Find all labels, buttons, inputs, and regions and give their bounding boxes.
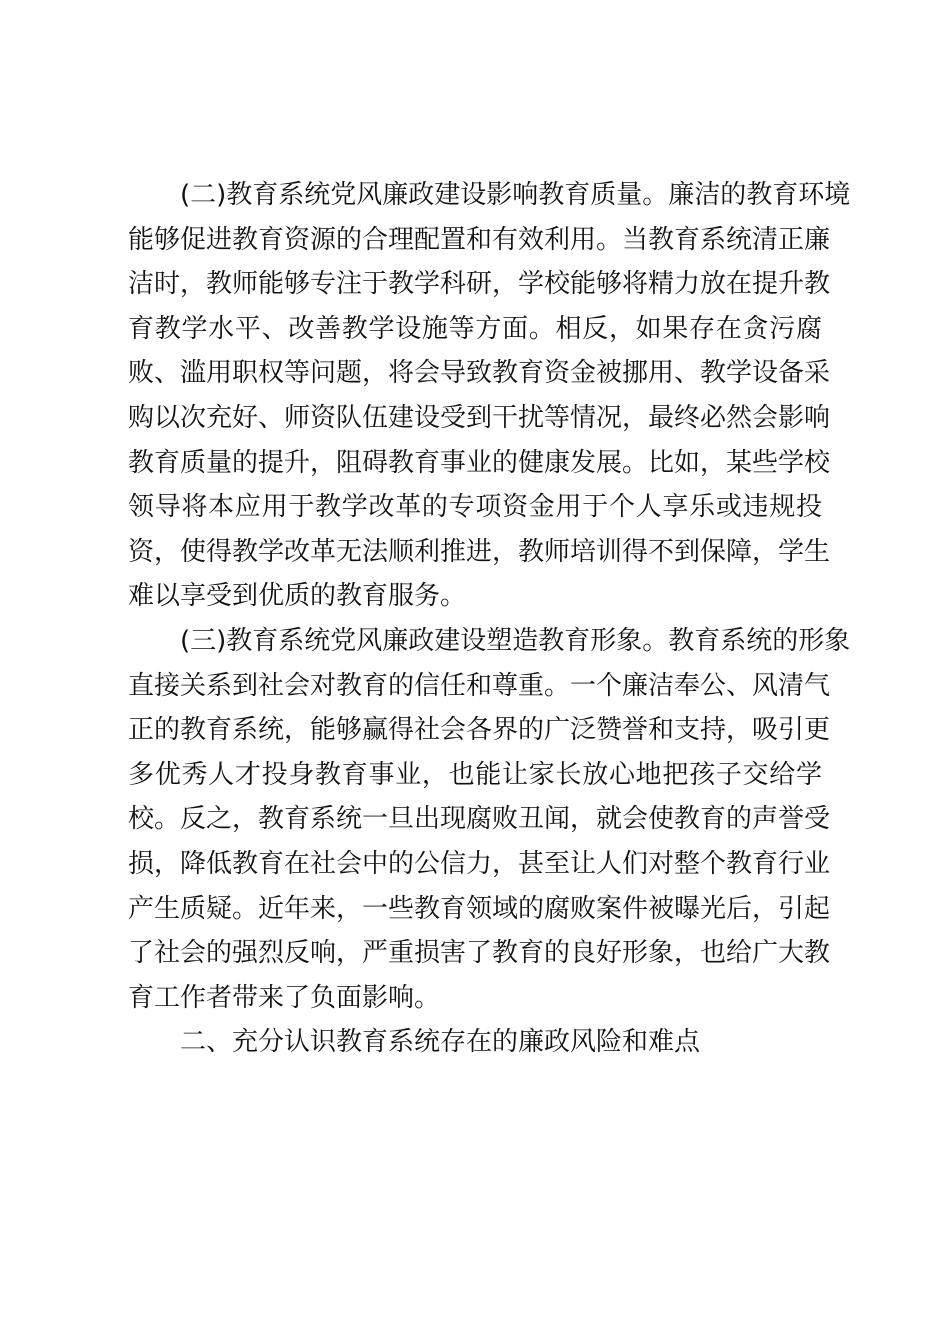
text-line: 正的教育系统，能够赢得社会各界的广泛赞誉和支持，吸引更 <box>128 715 831 746</box>
text-line: 洁时，教师能够专注于教学科研，学校能够将精力放在提升教 <box>128 269 831 300</box>
heading-text: 二、充分认识教育系统存在的廉政风险和难点 <box>180 1027 701 1058</box>
document-body <box>128 173 851 1065</box>
text-line: 领导将本应用于教学改革的专项资金用于个人享乐或违规投 <box>128 492 822 523</box>
text-line: 难以享受到优质的教育服务。 <box>128 581 467 612</box>
text-line: 教育质量的提升，阻碍教育事业的健康发展。比如，某些学校 <box>128 447 831 478</box>
text-line: 产生质疑。近年来，一些教育领域的腐败案件被曝光后，引起 <box>128 893 831 924</box>
text-line: 校。反之，教育系统一旦出现腐败丑闻，就会使教育的声誉受 <box>128 804 831 835</box>
text-line: 败、滥用职权等问题，将会导致教育资金被挪用、教学设备采 <box>128 358 831 389</box>
text-line: 能够促进教育资源的合理配置和有效利用。当教育系统清正廉 <box>128 224 831 255</box>
text-line: (三)教育系统党风廉政建设塑造教育形象。教育系统的形象 <box>180 625 851 656</box>
text-line: 了社会的强烈反响，严重损害了教育的良好形象，也给广大教 <box>128 938 831 969</box>
text-line: 育工作者带来了负面影响。 <box>128 982 441 1013</box>
text-line: 资，使得教学改革无法顺利推进，教师培训得不到保障，学生 <box>128 536 831 567</box>
text-line: 直接关系到社会对教育的信任和尊重。一个廉洁奉公、风清气 <box>128 670 831 701</box>
text-line: 损，降低教育在社会中的公信力，甚至让人们对整个教育行业 <box>128 848 831 879</box>
text-line: 购以次充好、师资队伍建设受到干扰等情况，最终必然会影响 <box>128 402 831 433</box>
paragraph-education-image <box>128 619 851 1020</box>
section-heading <box>128 1020 822 1065</box>
text-line: 多优秀人才投身教育事业，也能让家长放心地把孩子交给学 <box>128 759 822 790</box>
text-line: 育教学水平、改善教学设施等方面。相反，如果存在贪污腐 <box>128 313 822 344</box>
paragraph-education-quality <box>128 173 851 619</box>
text-line: (二)教育系统党风廉政建设影响教育质量。廉洁的教育环境 <box>180 180 851 210</box>
